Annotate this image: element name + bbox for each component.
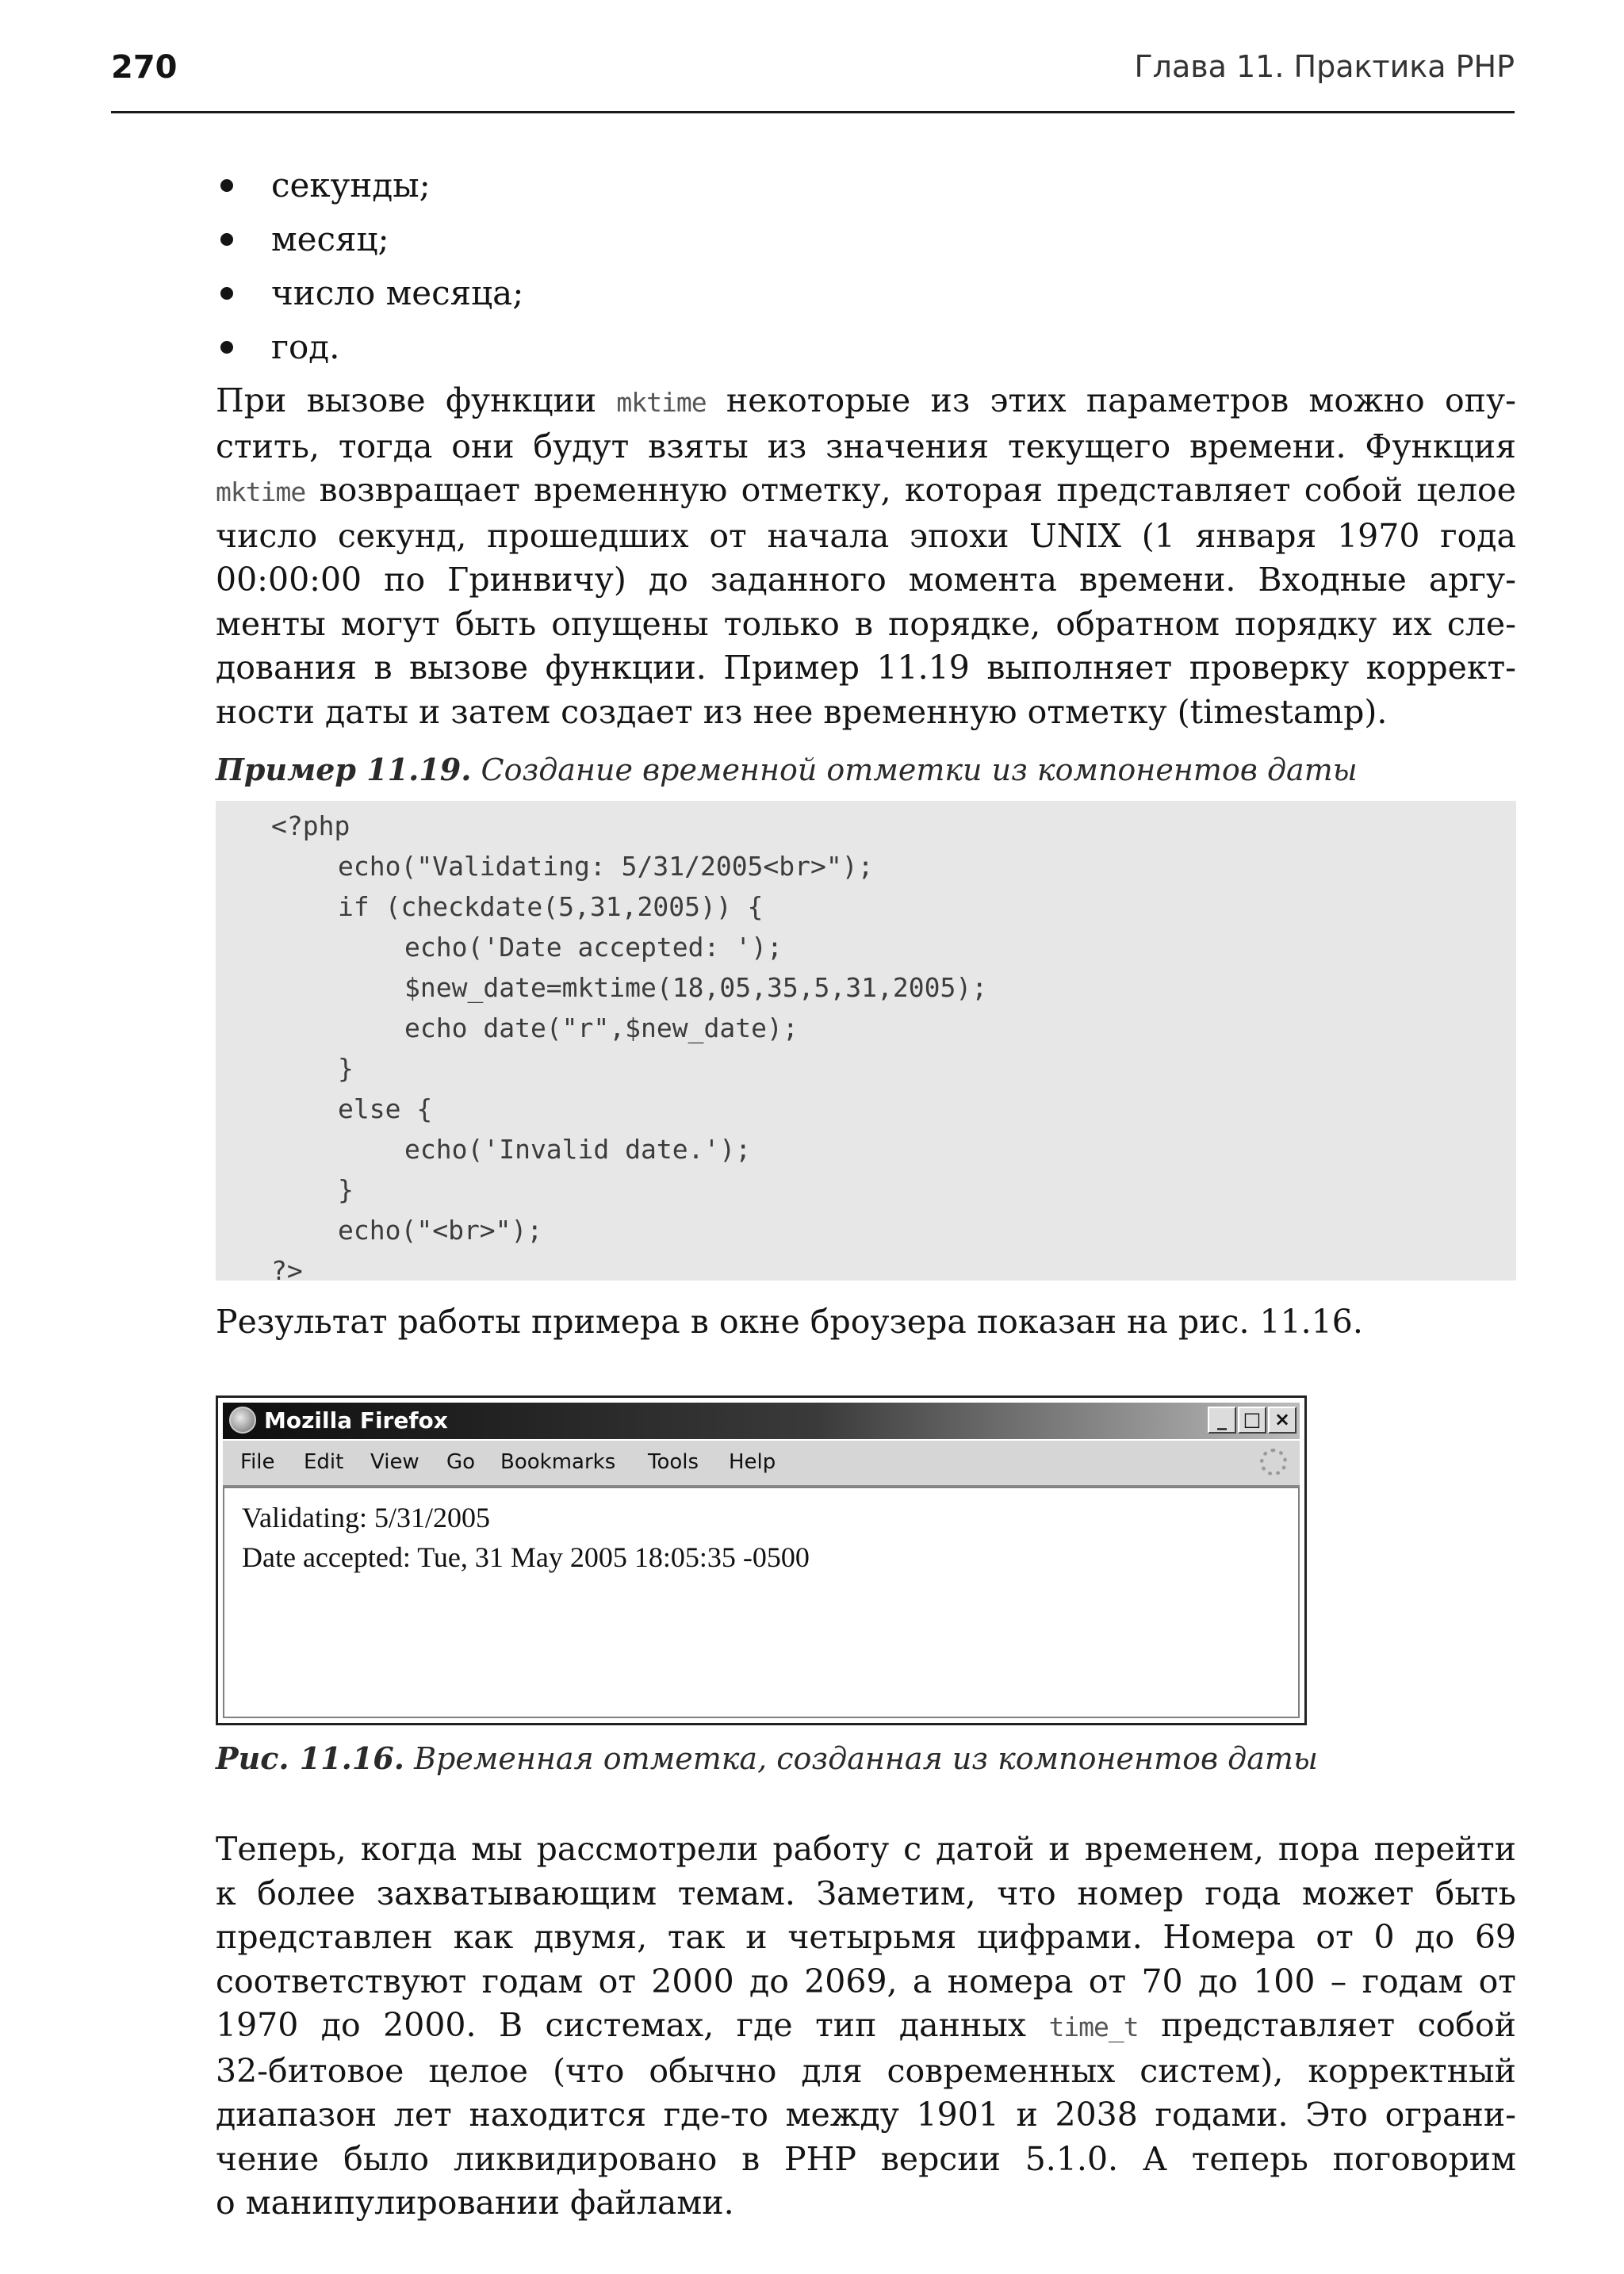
window-titlebar	[223, 1403, 1300, 1439]
inline-code: time_t	[1048, 2012, 1139, 2042]
code-line: <?php	[271, 810, 350, 841]
menu-help[interactable]: Help	[729, 1450, 776, 1474]
code-line: echo("<br>");	[338, 1215, 543, 1246]
code-line: echo('Invalid date.');	[404, 1134, 752, 1165]
minimize-button[interactable]: _	[1208, 1407, 1236, 1434]
example-caption: Пример 11.19. Создание временной отметки из компонентов даты	[216, 752, 1358, 787]
inline-code: mktime	[216, 477, 306, 507]
menu-view[interactable]: View	[370, 1450, 419, 1474]
close-button[interactable]: ×	[1268, 1407, 1297, 1434]
list-item: год.	[216, 320, 523, 374]
firefox-logo-icon	[229, 1407, 256, 1434]
menu-edit[interactable]: Edit	[304, 1450, 344, 1474]
code-line: }	[338, 1053, 354, 1084]
page-number: 270	[111, 49, 178, 86]
code-line: echo date("r",$new_date);	[404, 1013, 799, 1043]
paragraph-mktime: При вызове функции mktime некоторые из этих параметров можно опу- стить, тогда они будут взяты из значения текущего времени. Функция mktime возвращает временную отметку, которая представляет собой целое число секунд, прошедших от начала эпохи UNIX (1 января 1970 года 00:00:00 по Гринвичу) до заданного момента времени. Входные аргу- менты могут быть опущены только в порядке, обратном порядку их сле- дования в вызове функции. Пример 11.19 выполняет проверку коррект- ности даты и затем создает из нее временную отметку (timestamp).	[216, 381, 1516, 731]
window-title: Mozilla Firefox	[264, 1407, 448, 1434]
bullet-icon	[220, 341, 233, 354]
throbber-icon	[1260, 1449, 1287, 1476]
running-title: Глава 11. Практика PHP	[1134, 49, 1515, 84]
code-line: echo('Date accepted: ');	[404, 932, 783, 963]
bullet-list	[216, 159, 523, 374]
bullet-icon	[220, 287, 233, 300]
menu-tools[interactable]: Tools	[648, 1450, 699, 1474]
menu-file[interactable]: File	[240, 1450, 275, 1474]
output-line: Validating: 5/31/2005	[242, 1502, 490, 1533]
maximize-button[interactable]: □	[1238, 1407, 1266, 1434]
output-line: Date accepted: Tue, 31 May 2005 18:05:35 -0500	[242, 1541, 810, 1573]
page-header	[111, 46, 1515, 113]
browser-content	[223, 1487, 1300, 1718]
figure-caption: Рис. 11.16. Временная отметка, созданная из компонентов даты	[216, 1740, 1318, 1776]
list-item: месяц;	[216, 212, 523, 266]
code-line: if (checkdate(5,31,2005)) {	[338, 891, 764, 922]
menu-go[interactable]: Go	[446, 1450, 476, 1474]
code-line: else {	[338, 1093, 433, 1124]
code-line: echo("Validating: 5/31/2005<br>");	[338, 851, 874, 882]
bullet-icon	[220, 179, 233, 192]
list-item: секунды;	[216, 159, 523, 212]
inline-code: mktime	[616, 387, 707, 418]
result-paragraph: Результат работы примера в окне броузера показан на рис. 11.16.	[216, 1303, 1363, 1341]
code-block	[216, 801, 1516, 1286]
code-line: $new_date=mktime(18,05,35,5,31,2005);	[404, 972, 988, 1003]
bullet-icon	[220, 233, 233, 246]
menu-bookmarks[interactable]: Bookmarks	[500, 1450, 616, 1474]
browser-screenshot	[216, 1395, 1307, 1725]
code-line: }	[338, 1174, 354, 1205]
paragraph-years: Теперь, когда мы рассмотрели работу с датой и временем, пора перейти к более захватывающим темам. Заметим, что номер года может быть представлен как двумя, так и четырьмя цифрами. Номера от 0 до 69 соответствуют годам от 2000 до 2069, а номера от 70 до 100 – годам от 1970 до 2000. В системах, где тип данных time_t представляет собой 32-битовое целое (что обычно для современных систем), корректный диапазон лет находится где-то между 1901 и 2038 годами. Это ограни- чение было ликвидировано в PHP версии 5.1.0. А теперь поговорим о манипулировании файлами.	[216, 1830, 1516, 2222]
code-line: ?>	[271, 1255, 303, 1286]
menu-bar	[223, 1441, 1300, 1487]
list-item: число месяца;	[216, 266, 523, 320]
